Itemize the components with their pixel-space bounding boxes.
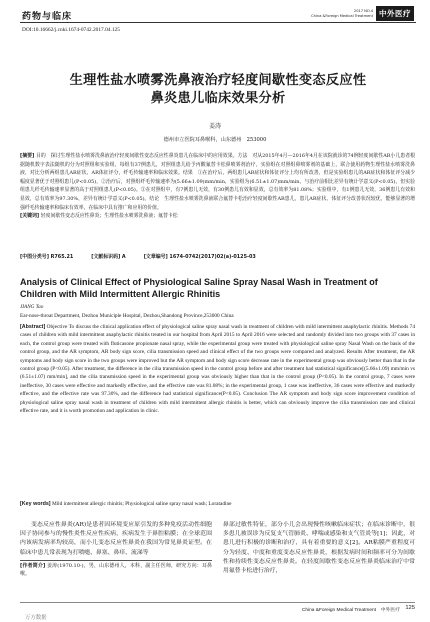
body-text <box>20 521 415 578</box>
english-title: Analysis of Clinical Effect of Physiological Saline Spray Nasal Wash in Treatment of Children with Mild Intermittent Allergic Rhinitis <box>20 277 378 299</box>
page-number: 125 <box>405 605 415 611</box>
english-affiliation: Ear-nose-throat Department, Dezhou Municiple Hospital, Dezhou,Shandong Province,253000 China <box>20 313 234 319</box>
article-number: [文章编号] 1674-0742(2017)02(a)-0125-03 <box>143 254 256 260</box>
body-column-right <box>223 521 415 578</box>
classification-line <box>20 253 415 260</box>
chinese-title-line2: 鼻炎患儿临床效果分析 <box>150 91 286 106</box>
english-keywords-label: [Key words] <box>20 501 51 507</box>
journal-header-right <box>311 6 414 21</box>
chinese-abstract <box>20 152 415 221</box>
english-abstract-body: Objective To discuss the clinical application effect of physiological saline spray nasal wash in treatment of children with mild intermittent anaphylactic rhinitis. Methods 74 cases of children with mild intermittent anaphylactic rhinitis treated in our hospital from April 2015 to April 2016 were selected and randomly divided into two groups with 37 cases in each, the control group were treated with fluticasone propionate nasal spray, while the experimental group were treated with physiological saline spray Nasal Wash on the basis of the control group, and the AR symptom, AR body sign score, cilia transmission speed and clinical effect of the two groups were compared and analyzed. Results After treatment, the AR symptoms and body sign score in the two groups were improved but the AR symptom and body sign score decrease rate in the experimental group was obviously better than that in the control group (P<0.05). After treatment, the difference in the cilia transmission speed in the control group before and after treatment had statistical significance[(5.66±1.09) mm/min vs (6.51±1.07) mm/min], and the cilia transmission speed in the experimental group was obviously higher than that in the control group (P<0.05). In the control group, 7 cases were ineffective, 30 cases were effective and markedly effective, and the effective rate was 81.08%; in the experimental group, 1 case was ineffective, 36 cases were effective and markedly effective, and the effective rate was 97.30%, and the difference had statistical significance(P<0.05). Conclusion The AR symptom and body sign score improvement condition of physiological saline spray nasal wash in treatment of children with mild intermittent allergic rhinitis is better, which can obviously improve the cilia transmission rate and clinical effective rate, and it is worth promotion and application in clinic. <box>20 324 415 415</box>
clc-number: [中图分类号] R765.21 <box>20 254 74 260</box>
abstract-body: 目的 探讨生理性盐水喷雾洗鼻液治疗轻度间歇性变态反应性鼻炎患儿在临床中的应用效果。方法 对从2015年4月—2016年4月在该院就诊的74例轻度间歇性AR小儿患者根据随机数字表法随机的分为对照组和实验组，每组有37例患儿，对照组患儿给予丙酸氟替卡松鼻喷雾剂治疗，实验组在对照组鼻喷雾剂的基础上，联合使用药物生理性盐水喷雾洗鼻液，对比分析两组患儿AR症状、AR体征评分，纤毛传输速率和临床效果。结果 ①在治疗后，两组患儿AR症状和体征评分上均有所改善，但是实验组患儿的AR症状和体征评分减少幅度显著优于对照组患儿(P<0.05)，②治疗后，对照组纤毛传输速率为(5.66±1.09)mm/min，实验组为(6.51±1.07)mm/min，与治疗前相比差异有统计学意义(P<0.05)，但实验组患儿纤毛传输速率显著的高于对照组患儿(P<0.05)。③在对照组中，有7例患儿无效，有30例患儿有效和显效，总有效率为81.08%；实验组中，有1例患儿无效，36例患儿有效和显效，总有效率为97.30%，差异有统计学意义(P<0.05)。结论 生理性盐水喷雾洗鼻液联合氟替卡松治疗轻度间歇性AR患儿，患儿AR症状、体征评分改善状况较优，能够显著的增强纤毛传输速率和临床有效率，在临床中具有推广和应用的价值。 <box>20 153 415 211</box>
chinese-title-line1: 生理性盐水喷雾洗鼻液治疗轻度间歇性变态反应性 <box>69 73 367 88</box>
journal-issue-info <box>311 9 373 18</box>
chinese-title <box>20 72 416 108</box>
journal-english-name: China &Foreign Medical Treatment <box>311 13 373 18</box>
keywords: 轻度间歇性变态反应性鼻炎；生理性盐水喷雾洗鼻液；氟替卡松 <box>40 213 178 220</box>
body-paragraph: 鼻部过敏性特征，部分小儿会出现慢性咳嗽临床症状；在临床诊断中，很多患儿被误诊为反复支气管肺炎、哮喘或感染和支气管炎等[1]；因此，对患儿进行积极的诊断和治疗，具有着重要的意义[2]。AR粘膜严重程度可分为轻度、中度和重度变态反应性鼻炎，根据发病时间和频率可分为间歇性和持续性变态反应性鼻炎。在轻度间歇性变态反应性鼻炎临床治疗中常用氟替卡松进行治疗， <box>223 522 415 575</box>
journal-section: 药物与临床 <box>22 12 73 22</box>
journal-logo: 中外医疗 <box>376 6 414 21</box>
footer-journal: China &Foreign Medical Treatment 中外医疗 <box>301 608 400 613</box>
author-footnote <box>20 560 212 578</box>
body-paragraph: 变态反应性鼻炎(AR)是患者因环境变应原引发的多种免疫活动性细胞因子协同参与的慢性炎性反应性疾病，疾病发生于鼻腔粘膜；在全球范围内该病发病率均较高，而小儿变态反应性鼻炎在我国为常见鼻炎证型。在临床中患儿常表现为打喷嚏、鼻塞、鼻痒、流涕等 <box>20 522 212 556</box>
chinese-author: 姜涛 <box>208 123 221 130</box>
source-mark: 万方数据 <box>25 615 47 621</box>
english-keywords <box>20 501 415 507</box>
chinese-affiliation: 德州市立医院耳鼻喉科，山东德州 253000 <box>163 137 267 143</box>
english-abstract <box>20 323 415 415</box>
body-column-left <box>20 521 212 578</box>
footer-divider <box>20 602 415 603</box>
doi: DOI:10.16662/j.cnki.1674-0742.2017.04.125 <box>22 27 120 33</box>
keywords-label: [关键词] <box>20 213 40 220</box>
footnote-label: [作者简介] <box>20 562 46 569</box>
issue-number: 2017 NO.4 <box>353 9 373 14</box>
footnote-text: 姜涛(1970.10-)，男，山东德州人，本科，副主任医师，研究方向：耳鼻喉。 <box>20 562 212 577</box>
header-divider <box>20 22 416 23</box>
document-code: [文献标识码] A <box>91 254 126 260</box>
english-abstract-label: [Abstract] <box>20 324 46 330</box>
english-keywords-text: Mild intermittent allergic rhinitis; Physiological saline spray nasal wash; Loratadine <box>51 501 232 507</box>
abstract-label: [摘要] <box>20 153 35 159</box>
english-author: JIANG Tao <box>20 304 44 310</box>
